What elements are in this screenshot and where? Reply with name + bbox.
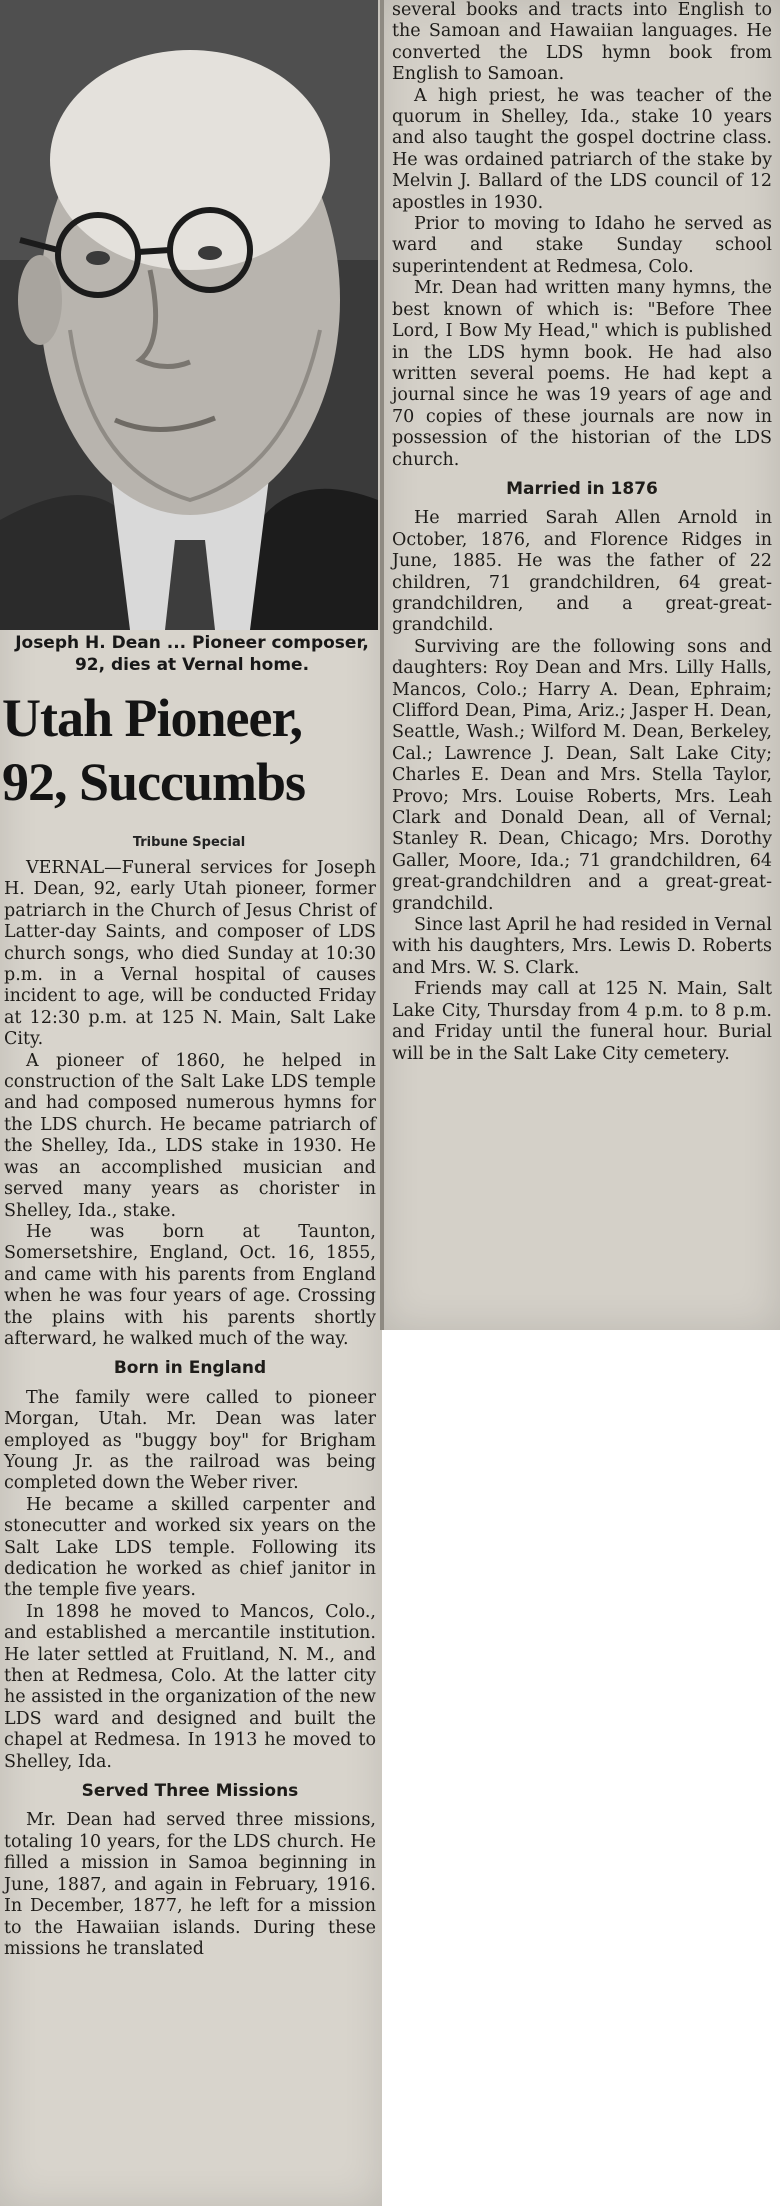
paragraph: The family were called to pioneer Morgan, Utah. Mr. Dean was later employed as "buggy boy" for Brigham Young Jr. as the railroad was being completed down the Weber river.: [4, 1387, 376, 1494]
paragraph: Mr. Dean had served three missions, totaling 10 years, for the LDS church. He filled a mission in Samoa beginning in June, 1887, and again in February, 1916. In December, 1877, he left for a mission to the Hawaiian islands. During these missions he translated: [4, 1810, 376, 1959]
paragraph: He was born at Taunton, Somersetshire, England, Oct. 16, 1855, and came with his parents from England when he was four years of age. Crossing the plains with his parents shortly afterward, he walked much of the way.: [4, 1221, 376, 1349]
paragraph: Friends may call at 125 N. Main, Salt Lake City, Thursday from 4 p.m. to 8 p.m. and Friday until the funeral hour. Burial will be in the Salt Lake City cemetery.: [392, 979, 772, 1064]
photo-caption: Joseph H. Dean ... Pioneer composer, 92, dies at Vernal home.: [15, 633, 369, 675]
byline-credit: Tribune Special: [132, 835, 246, 850]
paragraph: In 1898 he moved to Mancos, Colo., and established a mercantile institution. He later settled at Fruitland, N. M., and then at Redmesa, Colo. At the latter city he assisted in the organization of the new LDS ward and designed and built the chapel at Redmesa. In 1913 he moved to Shelley, Ida.: [4, 1601, 376, 1772]
paragraph: several books and tracts into English to the Samoan and Hawaiian languages. He converted the LDS hymn book from English to Samoan.: [392, 0, 772, 85]
paragraph: Mr. Dean had written many hymns, the best known of which is: "Before Thee Lord, I Bow My Head," which is published in the LDS hymn book. He had also written several poems. He had kept a journal since he was 19 years of age and 70 copies of these journals are now in possession of the historian of the LDS church.: [392, 278, 772, 470]
headline-line-2: 92, Succumbs: [2, 752, 306, 812]
paragraph: Surviving are the following sons and daughters: Roy Dean and Mrs. Lilly Halls, Mancos, Colo.; Harry A. Dean, Ephraim; Clifford Dean, Pima, Ariz.; Jasper H. Dean, Seattle, Wash.; Wilford M. Dean, Berkeley, Cal.; Lawrence J. Dean, Salt Lake City; Charles E. Dean and Mrs. Stella Taylor, Provo; Mrs. Louise Roberts, Mrs. Leah Clark and Donald Dean, all of Vernal; Stanley R. Dean, Chicago; Mrs. Dorothy Galler, Moore, Ida.; 71 grandchildren, 64 great-grandchildren and a great-great-grandchild.: [392, 636, 772, 914]
portrait-illustration: [0, 0, 378, 630]
paragraph: Since last April he had resided in Vernal with his daughters, Mrs. Lewis D. Roberts and Mrs. W. S. Clark.: [392, 915, 772, 978]
portrait-photo: [0, 0, 378, 630]
article-left-column: [4, 858, 376, 1960]
paragraph: He married Sarah Allen Arnold in October, 1876, and Florence Ridges in June, 1885. He was the father of 22 children, 71 grandchildren, 64 great-grandchildren, and a great-great-grandchild.: [392, 508, 772, 636]
article-right-column: [392, 0, 772, 1065]
subhead-served-three-missions: Served Three Missions: [81, 1781, 299, 1802]
paragraph: VERNAL—Funeral services for Joseph H. Dean, 92, early Utah pioneer, former patriarch in the Church of Jesus Christ of Latter-day Saints, and composer of LDS church songs, who died Sunday at 10:30 p.m. in a Vernal hospital of causes incident to age, will be conducted Friday at 12:30 p.m. at 125 N. Main, Salt Lake City.: [4, 858, 376, 1050]
subhead-married-in-1876: Married in 1876: [506, 478, 658, 499]
paragraph: A high priest, he was teacher of the quorum in Shelley, Ida., stake 10 years and also taught the gospel doctrine class. He was ordained patriarch of the stake by Melvin J. Ballard of the LDS council of 12 apostles in 1930.: [392, 85, 772, 213]
paragraph: Prior to moving to Idaho he served as ward and stake Sunday school superintendent at Redmesa, Colo.: [392, 214, 772, 277]
paragraph: He became a skilled carpenter and stonecutter and worked six years on the Salt Lake LDS temple. Following its dedication he worked as chief janitor in the temple five years.: [4, 1494, 376, 1601]
column-fold: [380, 0, 384, 1330]
paragraph: A pioneer of 1860, he helped in construction of the Salt Lake LDS temple and had composed numerous hymns for the LDS church. He became patriarch of the Shelley, Ida., LDS stake in 1930. He was an accomplished musician and served many years as chorister in Shelley, Ida., stake.: [4, 1050, 376, 1221]
headline: [2, 686, 378, 814]
subhead-born-in-england: Born in England: [113, 1358, 267, 1379]
headline-line-1: Utah Pioneer,: [2, 688, 302, 748]
